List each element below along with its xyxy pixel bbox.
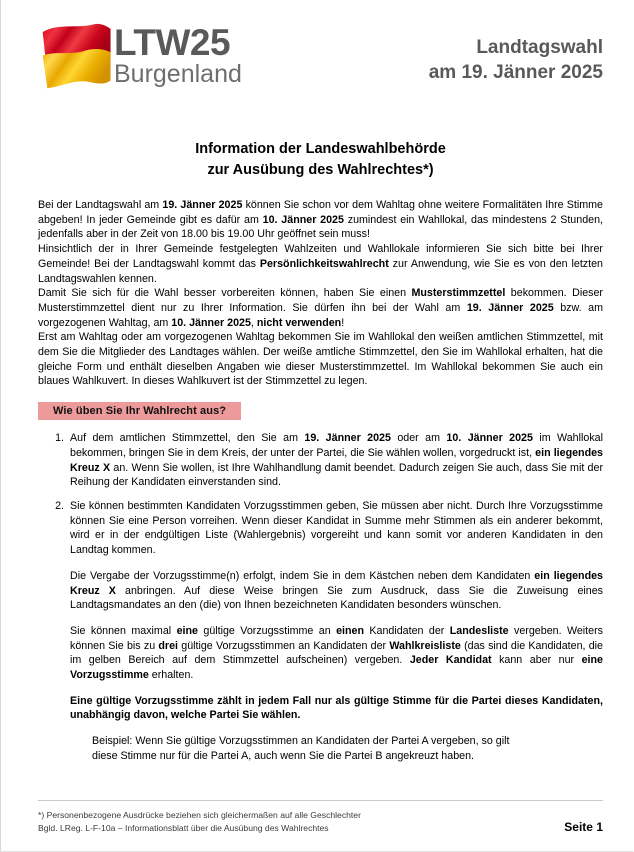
- sub2-a: Sie können maximal: [70, 624, 177, 637]
- page-title-line2: zur Ausübung des Wahlrechtes*): [207, 162, 434, 179]
- intro-p2-c: zur Anwendung, wie Sie es von den letzten Landtagswahlen kennen.: [38, 257, 603, 285]
- intro-p3-g: ,: [250, 316, 257, 329]
- intro-p2-a: Hinsichtlich der in Ihrer Gemeinde festgelegten Wahlzeiten und Wahllokale informieren Sie sich bitte bei Ihrer Gemeinde! Bei der Landtagswahl kommt das: [38, 243, 603, 270]
- section-heading-highlight: Wie üben Sie Ihr Wahlrecht aus?: [38, 402, 241, 420]
- election-title: Landtagswahl: [476, 37, 603, 58]
- brand-wordmark: [114, 22, 242, 89]
- sub2-e: Kandidaten der: [363, 624, 450, 637]
- sub1-cross-term: ein liegendes Kreuz X: [70, 569, 603, 597]
- intro-paragraph-4: Erst am Wahltag oder am vorgezogenen Wahltag bekommen Sie im Wahllokal den weißen amtlichen Stimmzettel, mit dem Sie die Mitglieder des Landtages wählen. Der weiße amtliche Stimmzettel, den Sie im Wahllokal erhalten, hat die gleiche Form und enthält dieselben Angaben wie dieser Musterstimmzettel. Im Wahllokal bekommen Sie auch ein blaues Wahlkuvert. In dieses Wahlkuvert ist der Stimmzettel zu legen.: [38, 331, 603, 388]
- burgenland-flag-icon: [38, 21, 116, 93]
- item1-c: oder am: [390, 432, 447, 445]
- sub2-c: gültige Vorzugsstimme an: [197, 624, 337, 637]
- sub2-landesliste: Landesliste: [449, 624, 509, 637]
- item1-date1: 19. Jänner 2025: [304, 432, 391, 445]
- list-item: [67, 499, 603, 764]
- brand-line-ltw25: LTW25: [114, 22, 231, 63]
- item1-cross-term: ein liegendes Kreuz X: [70, 446, 603, 474]
- sub2-i: gültige Vorzugsstimmen an Kandidaten der: [178, 639, 390, 652]
- sub1-a: Die Vergabe der Vorzugsstimme(n) erfolgt, indem Sie in dem Kästchen neben dem Kandidaten: [70, 569, 535, 582]
- sub2-g: vergeben. Weiters können Sie bis zu: [70, 624, 603, 652]
- page-title: [38, 139, 603, 181]
- intro-p3-e: bzw. am vorgezogenen Wahltag, am: [38, 301, 604, 329]
- sub-paragraph-3-emphasis: Eine gültige Vorzugsstimme zählt in jedem Fall nur als gültige Stimme für die Partei dieses Kandidaten, unabhängig davon, welche Partei Sie wählen.: [70, 694, 603, 722]
- footer-notes: [38, 809, 361, 835]
- item1-a: Auf dem amtlichen Stimmzettel, den Sie am: [70, 432, 305, 445]
- intro-p1-e: zumindest ein Wahllokal, das mindestens 2 Stunden, jedenfalls aber in der Zeit von 18.00 bis 19.00 Uhr geöffnet sein muss!: [38, 213, 603, 241]
- intro-paragraph-1: [38, 198, 603, 242]
- list-item: [67, 431, 603, 490]
- page-title-line1: Information der Landeswahlbehörde: [195, 141, 446, 157]
- election-header: [429, 35, 603, 85]
- document-footer: [38, 800, 603, 835]
- intro-p3-warning: nicht verwenden: [256, 316, 342, 329]
- sub2-o: erhalten.: [148, 669, 194, 682]
- page-content: [1, 0, 633, 764]
- intro-p1-date2: 10. Jänner 2025: [262, 213, 344, 226]
- sub2-jeder-kandidat: Jeder Kandidat: [409, 654, 492, 667]
- intro-p1-c: können Sie schon vor dem Wahltag ohne weitere Formalitäten Ihre Stimme abgeben! In jeder Gemeinde gibt es dafür am: [38, 199, 604, 226]
- intro-p3-a: Damit Sie sich für die Wahl besser vorbereiten können, haben Sie einen: [38, 287, 412, 300]
- intro-paragraph-2: [38, 242, 603, 286]
- section-heading-wrap: [38, 401, 603, 420]
- intro-p3-date1: 19. Jänner 2025: [466, 301, 554, 314]
- intro-section: [38, 198, 603, 389]
- sub1-c: anbringen. Auf diese Weise bringen Sie zum Ausdruck, dass Sie die Zuweisung eines Landtagsmandates an den (die) von Ihnen bezeichneten Kandidaten besonders wünschen.: [70, 584, 603, 612]
- footnote-form-id: Bgld. LReg. L-F-10a – Informationsblatt über die Ausübung des Wahlrechtes: [38, 823, 329, 834]
- intro-p1-date1: 19. Jänner 2025: [162, 199, 243, 212]
- brand-logo: [38, 13, 242, 93]
- instructions-list: [38, 431, 603, 763]
- item1-g: an. Wenn Sie wollen, ist Ihre Wahlhandlung damit beendet. Dadurch zeigen Sie auch, dass Sie mit der Reihung der Kandidaten einverstanden sind.: [70, 461, 604, 489]
- item2-text: Sie können bestimmten Kandidaten Vorzugsstimmen geben, Sie müssen aber nicht. Durch Ihre Vorzugsstimme können Sie eine Person vorreihen. Wenn dieser Kandidat in Summe mehr Stimmen als ein anderer bekommt, wird er in der endgültigen Liste (Wahlergebnis) vorgereiht und kann somit vor anderen Kandidaten in den Landtag kommen.: [70, 499, 603, 557]
- brand-line-burgenland: Burgenland: [114, 60, 242, 89]
- sub2-m: kann aber nur: [491, 654, 582, 667]
- sub2-k: (das sind die Kandidaten, die im gelben Bereich auf dem Stimmzettel aufscheinen) vergeben.: [70, 639, 603, 667]
- intro-p3-date2: 10. Jänner 2025: [171, 316, 251, 329]
- sub2-einen: einen: [336, 624, 364, 637]
- example-paragraph: Beispiel: Wenn Sie gültige Vorzugsstimmen an Kandidaten der Partei A vergeben, so gilt diese Stimme nur für die Partei A, auch wenn Sie die Partei B angekreuzt haben.: [92, 735, 510, 762]
- sub2-eine: eine: [176, 624, 198, 637]
- intro-paragraph-3: [38, 286, 603, 330]
- intro-p3-term: Musterstimmzettel: [411, 287, 506, 300]
- intro-p1-a: Bei der Landtagswahl am: [38, 199, 163, 212]
- intro-p2-term: Persönlichkeitswahlrecht: [259, 257, 389, 270]
- item1-date2: 10. Jänner 2025: [446, 432, 533, 445]
- election-date: am 19. Jänner 2025: [428, 62, 603, 84]
- intro-p3-i: !: [341, 316, 345, 329]
- sub2-wahlkreisliste: Wahlkreisliste: [389, 639, 461, 652]
- sub-paragraph-2: [70, 624, 603, 683]
- page-number: Seite 1: [564, 820, 603, 834]
- item1-e: im Wahllokal bekommen, bringen Sie in dem Kreis, der unter der Partei, die Sie wählen wollen, vorgedruckt ist,: [70, 432, 603, 459]
- footnote-gender: *) Personenbezogene Ausdrücke beziehen sich gleichermaßen auf alle Geschlechter: [38, 810, 361, 821]
- intro-p3-c: bekommen. Dieser Musterstimmzettel dient nur zu Ihrer Information. Sie dürfen ihn bei der Wahl am: [38, 287, 603, 314]
- document-header: [38, 0, 603, 92]
- sub-paragraph-1: [70, 569, 603, 613]
- sub2-drei: drei: [158, 639, 179, 652]
- sub2-eine-vorzugsstimme: eine Vorzugsstimme: [70, 654, 603, 682]
